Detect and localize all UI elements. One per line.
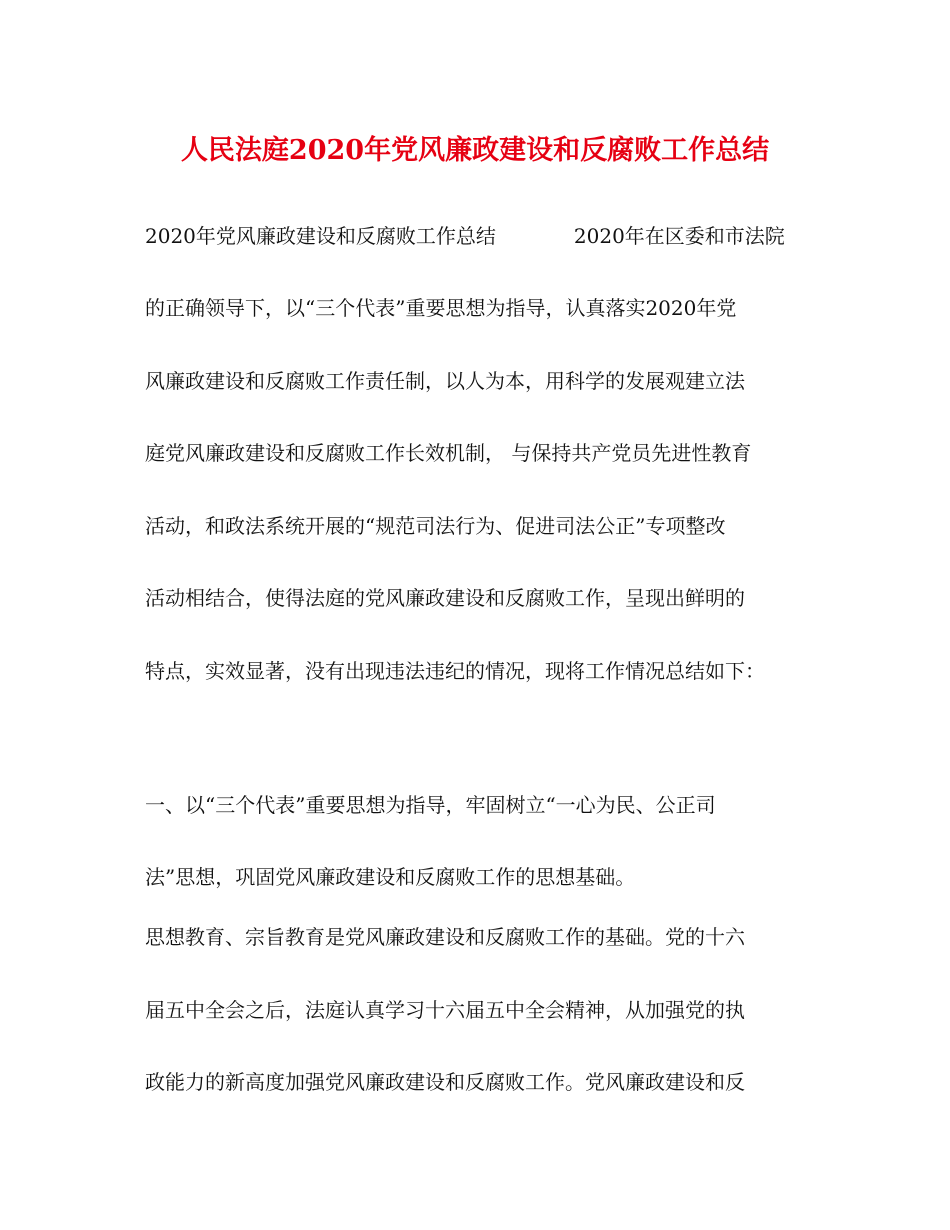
section-1-body-line-3: 政能力的新高度加强党风廉政建设和反腐败工作。党风廉政建设和反 (145, 1070, 745, 1094)
intro-line-4: 庭党风廉政建设和反腐败工作长效机制， 与保持共产党员先进性教育 (145, 441, 752, 465)
section-1-body-line-2: 届五中全会之后，法庭认真学习十六届五中全会精神，从加强党的执 (145, 998, 745, 1022)
intro-line-3: 风廉政建设和反腐败工作责任制，以人为本，用科学的发展观建立法 (145, 369, 745, 393)
intro-line-1-left: 2020年党风廉政建设和反腐败工作总结 (145, 224, 496, 248)
section-1-body-line-1: 思想教育、宗旨教育是党风廉政建设和反腐败工作的基础。党的十六 (145, 925, 745, 949)
document-title: 人民法庭2020年党风廉政建设和反腐败工作总结 (180, 135, 770, 166)
intro-line-5: 活动，和政法系统开展的“规范司法行为、促进司法公正”专项整改 (145, 514, 726, 538)
intro-line-1 (145, 221, 785, 251)
section-1-heading-line-2: 法”思想，巩固党风廉政建设和反腐败工作的思想基础。 (145, 865, 636, 889)
intro-line-1-right: 2020年在区委和市法院 (573, 224, 785, 248)
intro-line-2: 的正确领导下，以“三个代表”重要思想为指导，认真落实2020年党 (145, 296, 737, 320)
intro-line-7: 特点，实效显著，没有出现违法违纪的情况，现将工作情况总结如下： (145, 659, 765, 683)
intro-line-6: 活动相结合，使得法庭的党风廉政建设和反腐败工作，呈现出鲜明的 (145, 586, 745, 610)
section-1-heading-line-1: 一、以“三个代表”重要思想为指导，牢固树立“一心为民、公正司 (145, 793, 716, 817)
